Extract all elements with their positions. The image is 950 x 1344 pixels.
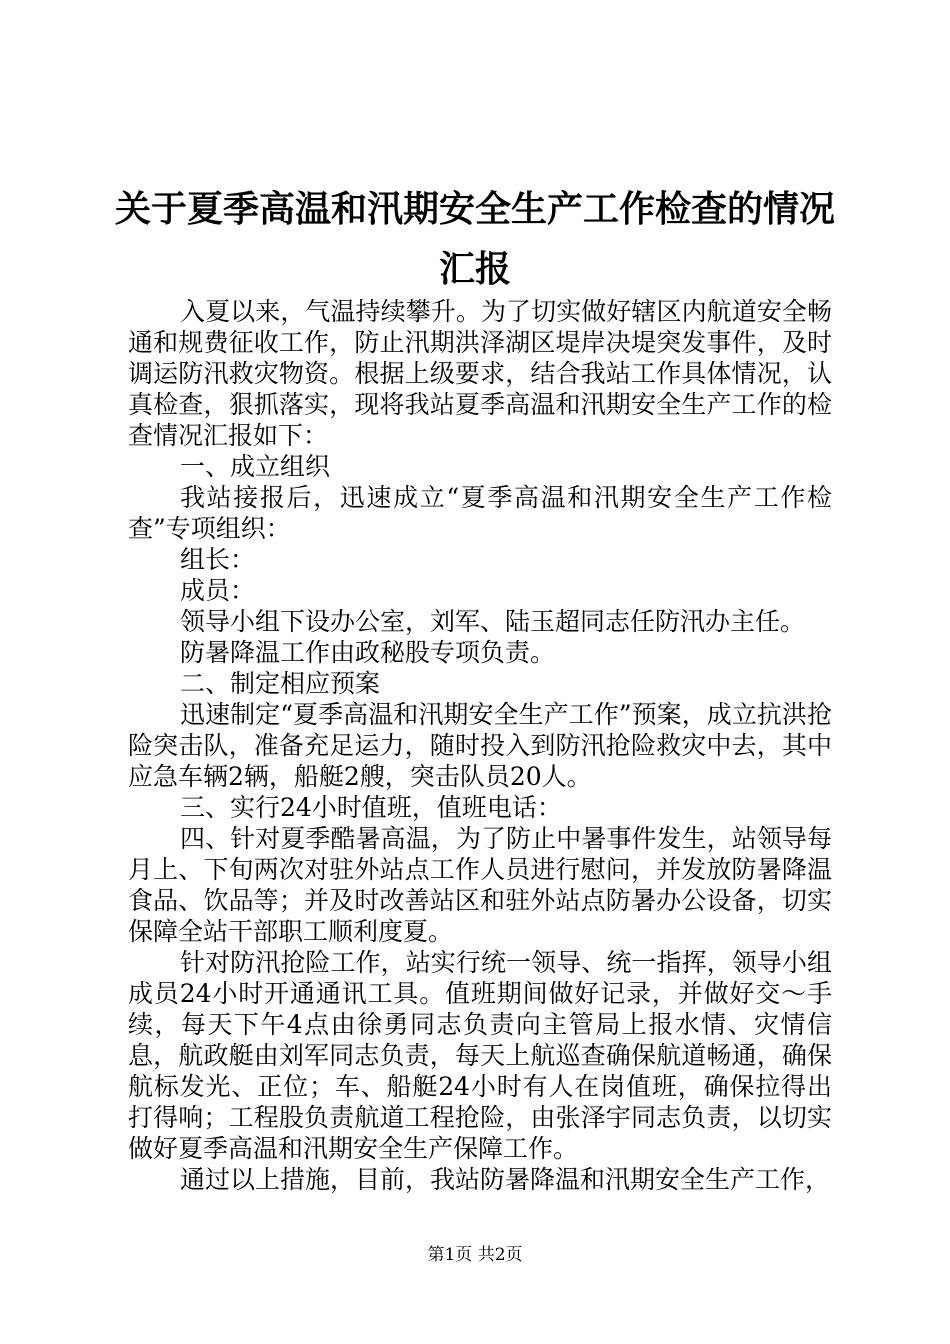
section-heading-4: 四、针对夏季酷暑高温，为了防止中暑事件发生，站领导每月上、下旬两次对驻外站点工作人员进行慰问，并发放防暑降温食品、饮品等；并及时改善站区和驻外站点防暑办公设备，切实保障全站干部职工顺利度夏。: [128, 824, 832, 946]
section-heading-3: 三、实行24小时值班，值班电话：: [180, 793, 562, 822]
document-body: [128, 296, 832, 1195]
members-line: 成员：: [180, 576, 256, 605]
paragraph: 迅速制定“夏季高温和汛期安全生产工作”预案，成立抗洪抢险突击队，准备充足运力，随时投入到防汛抢险救灾中去，其中应急车辆2辆，船艇2艘，突击队员20人。: [128, 700, 832, 791]
page-number-footer: 第1页 共2页: [427, 1245, 523, 1265]
intro-paragraph: 入夏以来，气温持续攀升。为了切实做好辖区内航道安全畅通和规费征收工作，防止汛期洪泽湖区堤岸决堤突发事件，及时调运防汛救灾物资。根据上级要求，结合我站工作具体情况，认真检查，狠抓落实，现将我站夏季高温和汛期安全生产工作的检查情况汇报如下：: [128, 297, 832, 450]
group-leader-line: 组长：: [180, 545, 256, 574]
document-title-line-1: 关于夏季高温和汛期安全生产工作检查的情况: [114, 189, 835, 230]
paragraph: 防暑降温工作由政秘股专项负责。: [180, 638, 556, 667]
paragraph: 通过以上措施，目前，我站防暑降温和汛期安全生产工作，: [180, 1165, 831, 1194]
paragraph: 领导小组下设办公室，刘军、陆玉超同志任防汛办主任。: [180, 607, 806, 636]
section-heading-2: 二、制定相应预案: [180, 669, 381, 698]
section-heading-1: 一、成立组织: [180, 452, 331, 481]
paragraph: 我站接报后，迅速成立“夏季高温和汛期安全生产工作检查”专项组织：: [128, 483, 832, 543]
document-title-line-2: 汇报: [438, 249, 511, 290]
paragraph: 针对防汛抢险工作，站实行统一领导、统一指挥，领导小组成员24小时开通通讯工具。值班期间做好记录，并做好交～手续，每天下午4点由徐勇同志负责向主管局上报水情、灾情信息，航政艇由刘军同志负责，每天上航巡查确保航道畅通，确保航标发光、正位；车、船艇24小时有人在岗值班，确保拉得出打得响；工程股负责航道工程抢险，由张泽宇同志负责，以切实做好夏季高温和汛期安全生产保障工作。: [128, 948, 832, 1163]
